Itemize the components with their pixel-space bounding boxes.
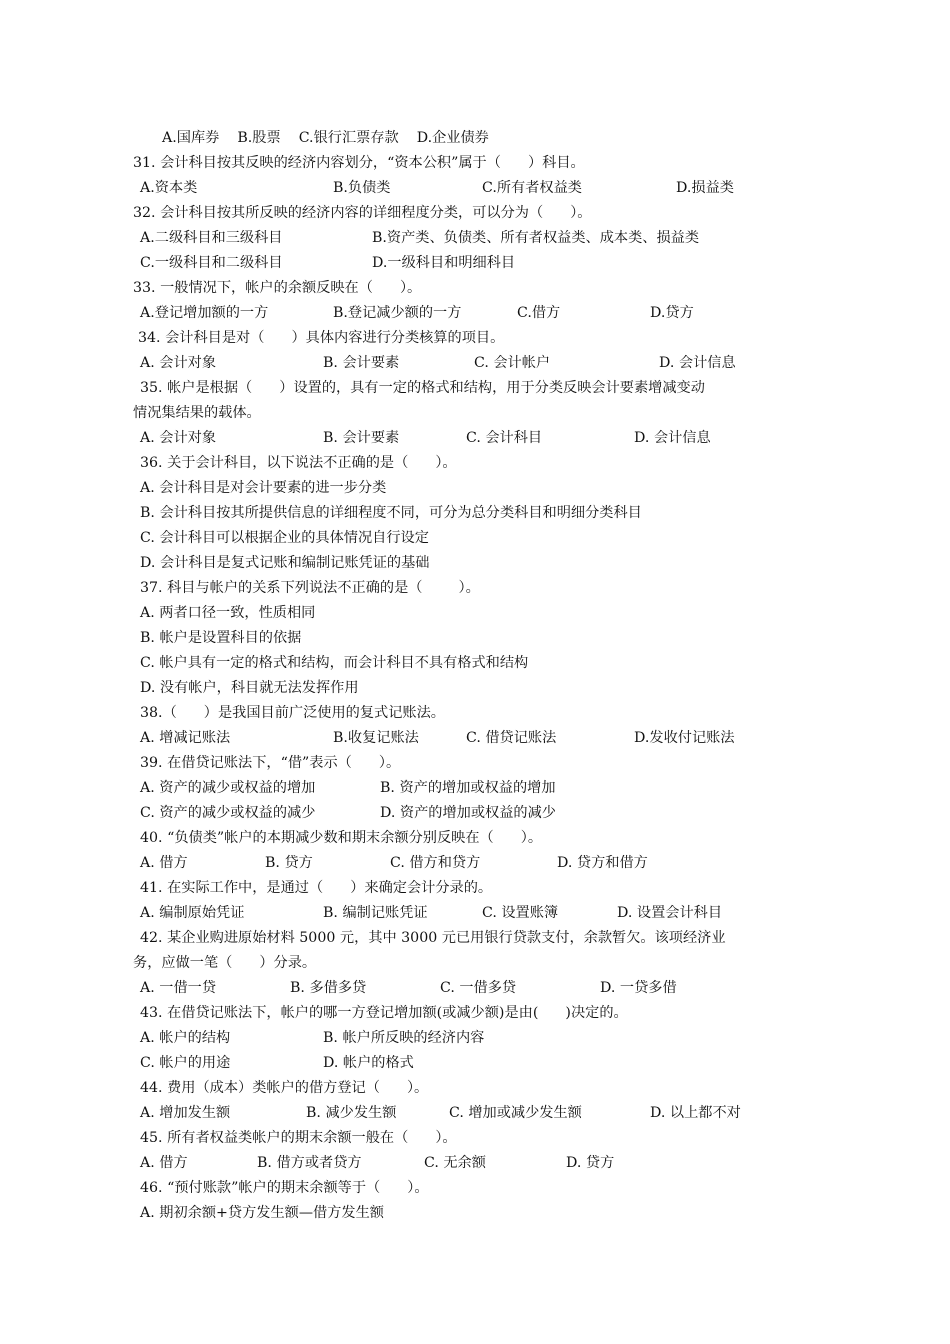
text-line: B. 借方或者贷方	[257, 1155, 362, 1171]
text-line: A. 资产的减少或权益的增加	[140, 780, 316, 796]
text-line: D. 贷方和借方	[557, 855, 648, 871]
text-line: 42. 某企业购进原始材料 5000 元，其中 3000 元已用银行贷款支付，余款暂欠。该项经济业	[140, 930, 726, 946]
text-line: C. 会计科目	[466, 430, 543, 446]
text-line: D. 帐户的格式	[323, 1055, 414, 1071]
text-line: 34. 会计科目是对（ ）具体内容进行分类核算的项目。	[138, 330, 505, 346]
text-line: C. 资产的减少或权益的减少	[140, 805, 316, 821]
text-line: B. 帐户所反映的经济内容	[323, 1030, 485, 1046]
text-line: 38.（ ）是我国目前广泛使用的复式记账法。	[140, 705, 445, 721]
text-line: A. 借方	[140, 855, 188, 871]
text-line: D. 会计信息	[634, 430, 711, 446]
text-line: A.资本类	[140, 180, 198, 196]
text-line: A. 增加发生额	[140, 1105, 231, 1121]
text-line: 35. 帐户是根据（ ）设置的，具有一定的格式和结构，用于分类反映会计要素增减变动	[140, 380, 705, 396]
text-line: A. 借方	[140, 1155, 188, 1171]
text-line: 44. 费用（成本）类帐户的借方登记（ ）。	[140, 1080, 429, 1096]
text-line: A. 编制原始凭证	[140, 905, 245, 921]
text-line: D. 设置会计科目	[617, 905, 723, 921]
text-line: D. 以上都不对	[650, 1105, 741, 1121]
text-line: B. 编制记账凭证	[323, 905, 428, 921]
text-line: D. 一贷多借	[600, 980, 677, 996]
text-line: C.借方	[517, 305, 561, 321]
text-line: D. 会计信息	[659, 355, 736, 371]
text-line: A. 会计对象	[140, 430, 217, 446]
text-line: D.贷方	[650, 305, 694, 321]
text-line: A.登记增加额的一方	[140, 305, 269, 321]
text-line: 33. 一般情况下，帐户的余额反映在（ ）。	[133, 280, 422, 296]
text-line: C. 会计科目可以根据企业的具体情况自行设定	[140, 530, 429, 546]
text-line: 39. 在借贷记账法下，“借”表示（ ）。	[140, 755, 401, 771]
text-line: C. 帐户的用途	[140, 1055, 231, 1071]
text-line: D. 没有帐户，科目就无法发挥作用	[140, 680, 359, 696]
text-line: C. 会计帐户	[474, 355, 551, 371]
text-line: 41. 在实际工作中，是通过（ ）来确定会计分录的。	[140, 880, 493, 896]
text-line: A. 帐户的结构	[140, 1030, 231, 1046]
text-line: D.一级科目和明细科目	[372, 255, 516, 271]
text-line: B. 贷方	[265, 855, 313, 871]
text-line: C. 帐户具有一定的格式和结构，而会计科目不具有格式和结构	[140, 655, 529, 671]
text-line: 情况集结果的载体。	[133, 405, 261, 421]
text-line: A.国库券 B.股票 C.银行汇票存款 D.企业债券	[162, 130, 489, 146]
text-line: 46. “预付账款”帐户的期末余额等于（ ）。	[140, 1180, 429, 1196]
text-line: 43. 在借贷记账法下，帐户的哪一方登记增加额(或减少额)是由( )决定的。	[140, 1005, 628, 1021]
text-line: D. 贷方	[566, 1155, 615, 1171]
text-line: C. 借贷记账法	[466, 730, 557, 746]
text-line: C.一级科目和二级科目	[140, 255, 283, 271]
text-line: A. 一借一贷	[140, 980, 217, 996]
text-line: C. 一借多贷	[440, 980, 517, 996]
text-line: 32. 会计科目按其所反映的经济内容的详细程度分类，可以分为（ ）。	[133, 205, 592, 221]
text-line: B. 帐户是设置科目的依据	[140, 630, 302, 646]
text-line: 务，应做一笔（ ）分录。	[133, 955, 317, 971]
text-line: D.发收付记账法	[634, 730, 735, 746]
text-line: D. 会计科目是复式记账和编制记账凭证的基础	[140, 555, 430, 571]
text-line: A. 增减记账法	[140, 730, 231, 746]
text-line: D. 资产的增加或权益的减少	[380, 805, 556, 821]
text-line: C. 增加或减少发生额	[449, 1105, 582, 1121]
text-line: A. 会计科目是对会计要素的进一步分类	[140, 480, 387, 496]
text-line: A. 两者口径一致，性质相同	[140, 605, 316, 621]
text-line: B. 会计要素	[323, 430, 400, 446]
text-line: D.损益类	[676, 180, 734, 196]
text-line: B. 减少发生额	[306, 1105, 397, 1121]
text-line: B. 多借多贷	[290, 980, 367, 996]
text-line: B.登记减少额的一方	[333, 305, 462, 321]
text-line: 45. 所有者权益类帐户的期末余额一般在（ ）。	[140, 1130, 457, 1146]
text-line: 37. 科目与帐户的关系下列说法不正确的是（ ）。	[140, 580, 480, 596]
text-line: B. 会计要素	[323, 355, 400, 371]
text-line: B. 资产的增加或权益的增加	[380, 780, 556, 796]
text-line: B.资产类、负债类、所有者权益类、成本类、损益类	[372, 230, 700, 246]
text-line: C.所有者权益类	[482, 180, 582, 196]
text-line: B.收复记账法	[333, 730, 419, 746]
text-line: B.负债类	[333, 180, 391, 196]
text-line: C. 无余额	[424, 1155, 486, 1171]
text-line: C. 设置账簿	[482, 905, 559, 921]
text-line: A. 期初余额+贷方发生额—借方发生额	[140, 1205, 384, 1221]
text-line: C. 借方和贷方	[390, 855, 481, 871]
text-line: 31. 会计科目按其反映的经济内容划分，“资本公积”属于（ ）科目。	[133, 155, 585, 171]
text-line: 40. “负债类”帐户的本期减少数和期末余额分别反映在（ ）。	[140, 830, 543, 846]
text-line: A. 会计对象	[140, 355, 217, 371]
text-line: A.二级科目和三级科目	[140, 230, 283, 246]
text-line: B. 会计科目按其所提供信息的详细程度不同，可分为总分类科目和明细分类科目	[140, 505, 642, 521]
text-line: 36. 关于会计科目，以下说法不正确的是（ ）。	[140, 455, 457, 471]
